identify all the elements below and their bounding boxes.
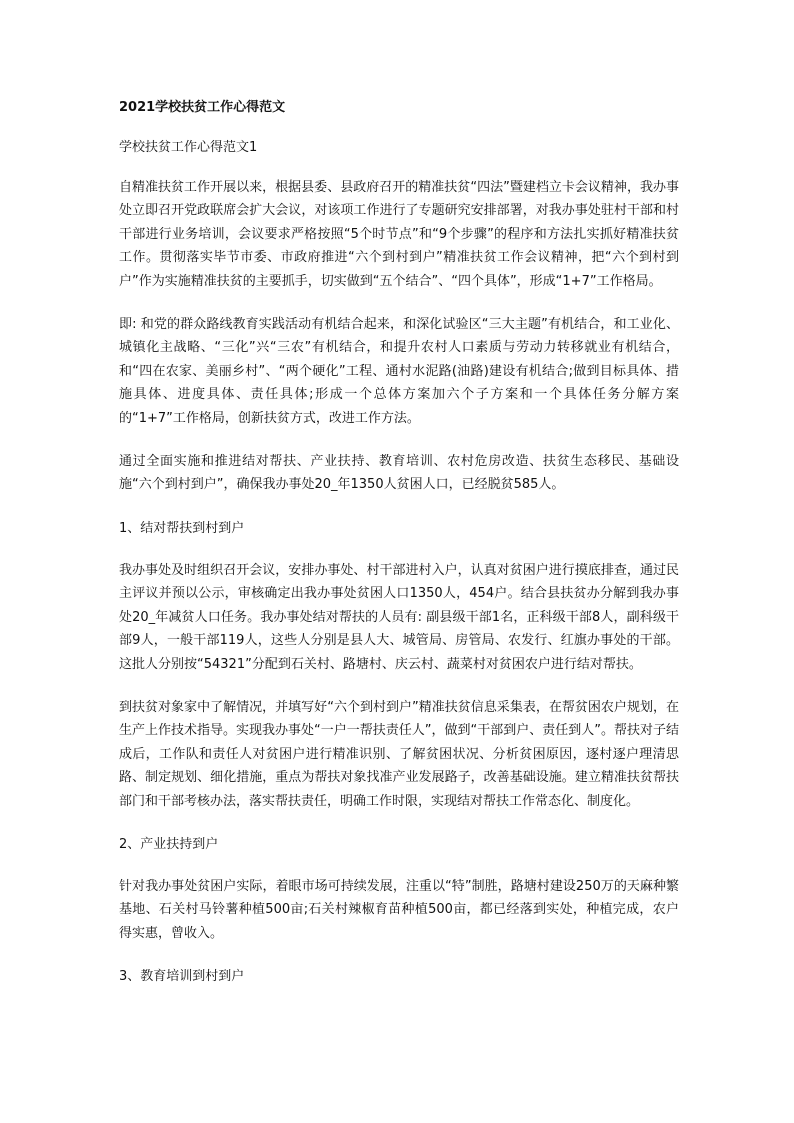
- document-title: 2021学校扶贫工作心得范文: [119, 100, 286, 115]
- document-subtitle: 学校扶贫工作心得范文1: [119, 140, 258, 155]
- paragraph-industry-support: 针对我办事处贫困户实际，着眼市场可持续发展，注重以“特”制胜，路塘村建设250万的天麻种繁基地、石关村马铃薯种植500亩;石关村辣椒育苗种植500亩，都已经落到实处，种植完成，农户得实惠，曾收入。: [119, 878, 679, 941]
- document-page: [119, 96, 679, 1007]
- paragraph-pairing-assistance: 我办事处及时组织召开会议，安排办事处、村干部进村入户，认真对贫困户进行摸底排查，通过民主评议并预以公示，审核确定出我办事处贫困人口1350人，454户。结合县扶贫办分解到我办事处20_年减贫人口任务。我办事处结对帮扶的人员有: 副县级干部1名，正科级干部8人，副科级干部9人，一般干部119人，这些人分别是县人大、城管局、房管局、农发行、红旗办事处的干部。这批人分别按“54321”分配到石关村、路塘村、庆云村、蔬菜村对贫困农户进行结对帮扶。: [119, 562, 679, 672]
- paragraph-pairing-responsibility: 到扶贫对象家中了解情况，并填写好“六个到村到户”精准扶贫信息采集表，在帮贫困农户规划，在生产上作技术指导。实现我办事处“一户一帮扶责任人”，做到“干部到户、责任到人”。帮扶对子结成后，工作队和责任人对贫困户进行精准识别、了解贫困状况、分析贫困原因，逐村逐户理清思路、制定规划、细化措施，重点为帮扶对象找准产业发展路子，改善基础设施。建立精准扶贫帮扶部门和干部考核办法，落实帮扶责任，明确工作时限，实现结对帮扶工作常态化、制度化。: [119, 699, 679, 809]
- section-heading-2: 2、产业扶持到户: [119, 836, 219, 852]
- paragraph-intro: 自精准扶贫工作开展以来，根据县委、县政府召开的精准扶贫“四法”暨建档立卡会议精神，我办事处立即召开党政联席会扩大会议，对该项工作进行了专题研究安排部署，对我办事处驻村干部和村干部进行业务培训，会议要求严格按照“5个时节点”和“9个步骤”的程序和方法扎实抓好精准扶贫工作。贯彻落实毕节市委、市政府推进“六个到村到户”精准扶贫工作会议精神，把“六个到村到户”作为实施精准扶贫的主要抓手，切实做到“五个结合”、“四个具体”，形成“1+7”工作格局。: [119, 180, 679, 289]
- section-heading-1: 1、结对帮扶到村到户: [119, 520, 245, 536]
- paragraph-combinations: 即: 和党的群众路线教育实践活动有机结合起来，和深化试验区“三大主题”有机结合，和工业化、城镇化主战略、“三化”兴“三农”有机结合，和提升农村人口素质与劳动力转移就业有机结合，和“四在农家、美丽乡村”、“两个硬化”工程、通村水泥路(油路)建设有机结合;做到目标具体、措施具体、进度具体、责任具体;形成一个总体方案加六个子方案和一个具体任务分解方案的“1+7”工作格局，创新扶贫方式，改进工作方法。: [119, 317, 679, 426]
- section-heading-3: 3、教育培训到村到户: [119, 969, 245, 985]
- paragraph-six-measures: 通过全面实施和推进结对帮扶、产业扶持、教育培训、农村危房改造、扶贫生态移民、基础设施“六个到村到户”，确保我办事处20_年1350人贫困人口，已经脱贫585人。: [119, 454, 679, 493]
